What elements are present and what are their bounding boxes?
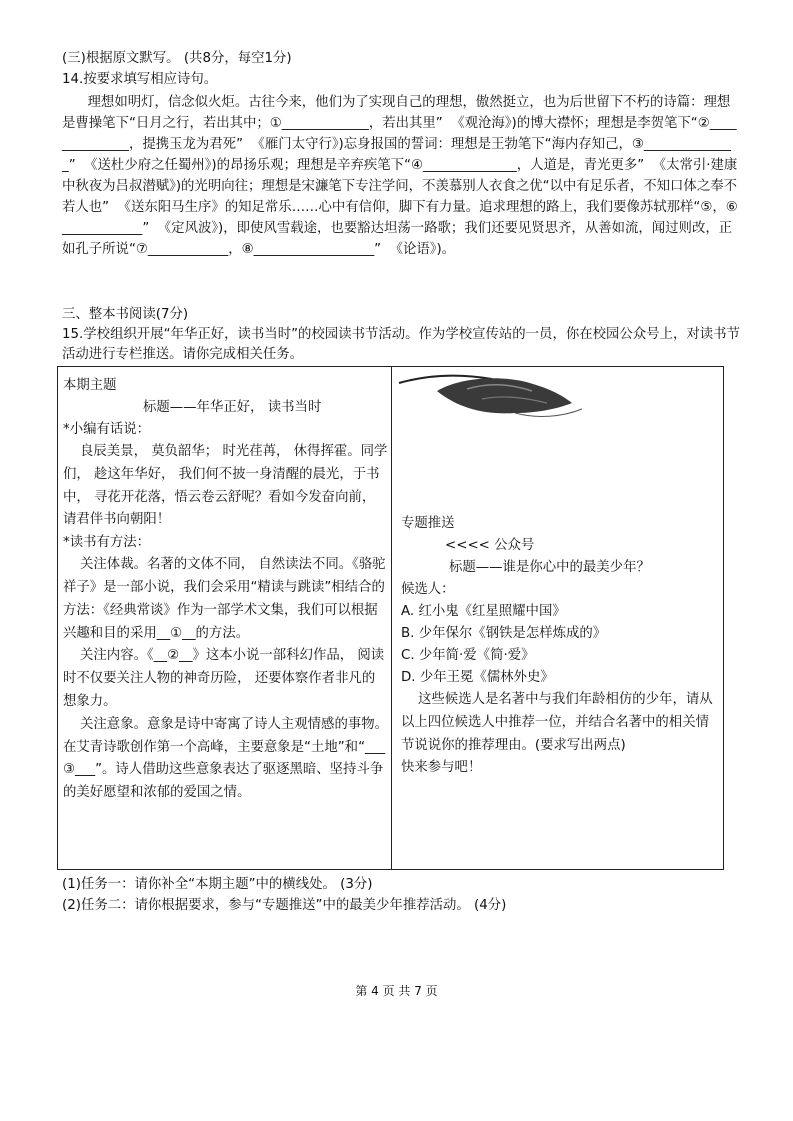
candidate-d: D. 少年王冕《儒林外史》 xyxy=(401,670,554,685)
task-1: (1)任务一：请你补全“本期主题”中的横线处。 (3分) xyxy=(62,877,373,892)
q14-title: 14.按要求填写相应诗句。 xyxy=(62,72,218,87)
candidate-b: B. 少年保尔《钢铁是怎样炼成的》 xyxy=(401,626,607,641)
activity-table xyxy=(57,366,724,870)
candidate-a: A. 红小鬼《红星照耀中国》 xyxy=(401,604,566,619)
ink-lotus-leaf-image xyxy=(397,369,597,429)
account-line: <<<< 公众号 xyxy=(445,538,535,553)
candidates-label: 候选人： xyxy=(401,582,455,597)
topic-cell xyxy=(63,375,388,805)
push-content xyxy=(401,513,717,779)
whole-book-heading: 三、整本书阅读(7分) xyxy=(62,307,189,322)
push-closing: 快来参与吧！ xyxy=(401,760,482,776)
section3-heading: (三)根据原文默写。 (共8分，每空1分) xyxy=(62,51,292,66)
q15-intro: 15.学校组织开展“年华正好，读书当时”的校园读书节活动。作为学校宣传站的一员，你在校园公众号上，对读书节活动进行专栏推送。请你完成相关任务。 xyxy=(62,327,740,362)
method-content: 关注内容。《__②__》这本小说一部科幻作品， 阅读时不仅要关注人物的神奇历险， 还要体察作者非凡的想象力。 xyxy=(63,648,385,709)
method-imagery: 关注意象。意象是诗中寄寓了诗人主观情感的事物。在艾青诗歌创作第一个高峰，主要意象是“土地”和“___③___”。诗人借助这些意象表达了驱逐黑暗、坚持斗争的美好愿望和浓郁的爱国之情。 xyxy=(63,716,389,801)
editor-text: 良辰美景， 莫负韶华； 时光荏苒， 休得挥霍。同学们， 趁这年华好， 我们何不披一身清醒的晨光，于书中， 寻花开花落，悟云卷云舒呢？看如今发奋向前， 请君伴书向朝阳！ xyxy=(63,444,388,528)
q14-body: 理想如明灯，信念似火炬。古往今来，他们为了实现自己的理想，傲然挺立，也为后世留下不朽的诗篇：理想是曹操笔下“日月之行，若出其中；①_____________，若出其里” 《观沧海》)的博大襟怀；理想是李贺笔下“②______________，提携玉龙为君死” 《雁门太守行》)忘身报国的誓词：理想是王勃笔下“海内存知己，③______________” 《送杜少府之任蜀州》)的昂扬乐观；理想是辛弃疾笔下“④______________，人道是，青光更多” 《太常引·建康中秋夜为吕叔潜赋》)的光明向往；理想是宋濂笔下专注学问，不羡慕别人衣食之优“以中有足乐者，不知口体之奉不若人也” 《送东阳马生序》的知足常乐……心中有信仰，脚下有力量。追求理想的路上，我们要像苏轼那样“⑤，⑥____________” 《定风波》)，即使风雪载途，也要豁达坦荡一路歌；我们还要见贤思齐，从善如流，闻过则改，正如孔子所说“⑦____________，⑧__________________” 《论语》)。 xyxy=(62,95,738,257)
candidate-c: C. 少年简·爱《简·爱》 xyxy=(401,648,535,663)
method-label: *读书有方法： xyxy=(63,535,151,551)
page-footer: 第 4 页 共 7 页 xyxy=(355,984,438,998)
method-genre: 关注体裁。名著的文体不同， 自然读法不同。《骆驼祥子》是一部小说，我们会采用“精读与跳读”相结合的方法：《经典常谈》作为一部学术文集，我们可以根据兴趣和目的采用__①__的方法。 xyxy=(63,557,386,641)
push-prompt: 这些候选人是名著中与我们年龄相仿的少年，请从以上四位候选人中推荐一位，并结合名著中的相关情节说说你的推荐理由。(要求写出两点) xyxy=(401,692,713,753)
push-title: 标题——谁是你心中的最美少年？ xyxy=(449,560,650,575)
table-divider xyxy=(391,367,392,869)
task-2: (2)任务二：请你根据要求，参与“专题推送”中的最美少年推荐活动。 (4分) xyxy=(62,898,507,913)
topic-label: 本期主题 xyxy=(63,378,117,393)
push-label: 专题推送 xyxy=(401,516,455,531)
topic-title: 标题——年华正好， 读书当时 xyxy=(143,400,322,415)
editor-label: *小编有话说： xyxy=(63,422,151,437)
